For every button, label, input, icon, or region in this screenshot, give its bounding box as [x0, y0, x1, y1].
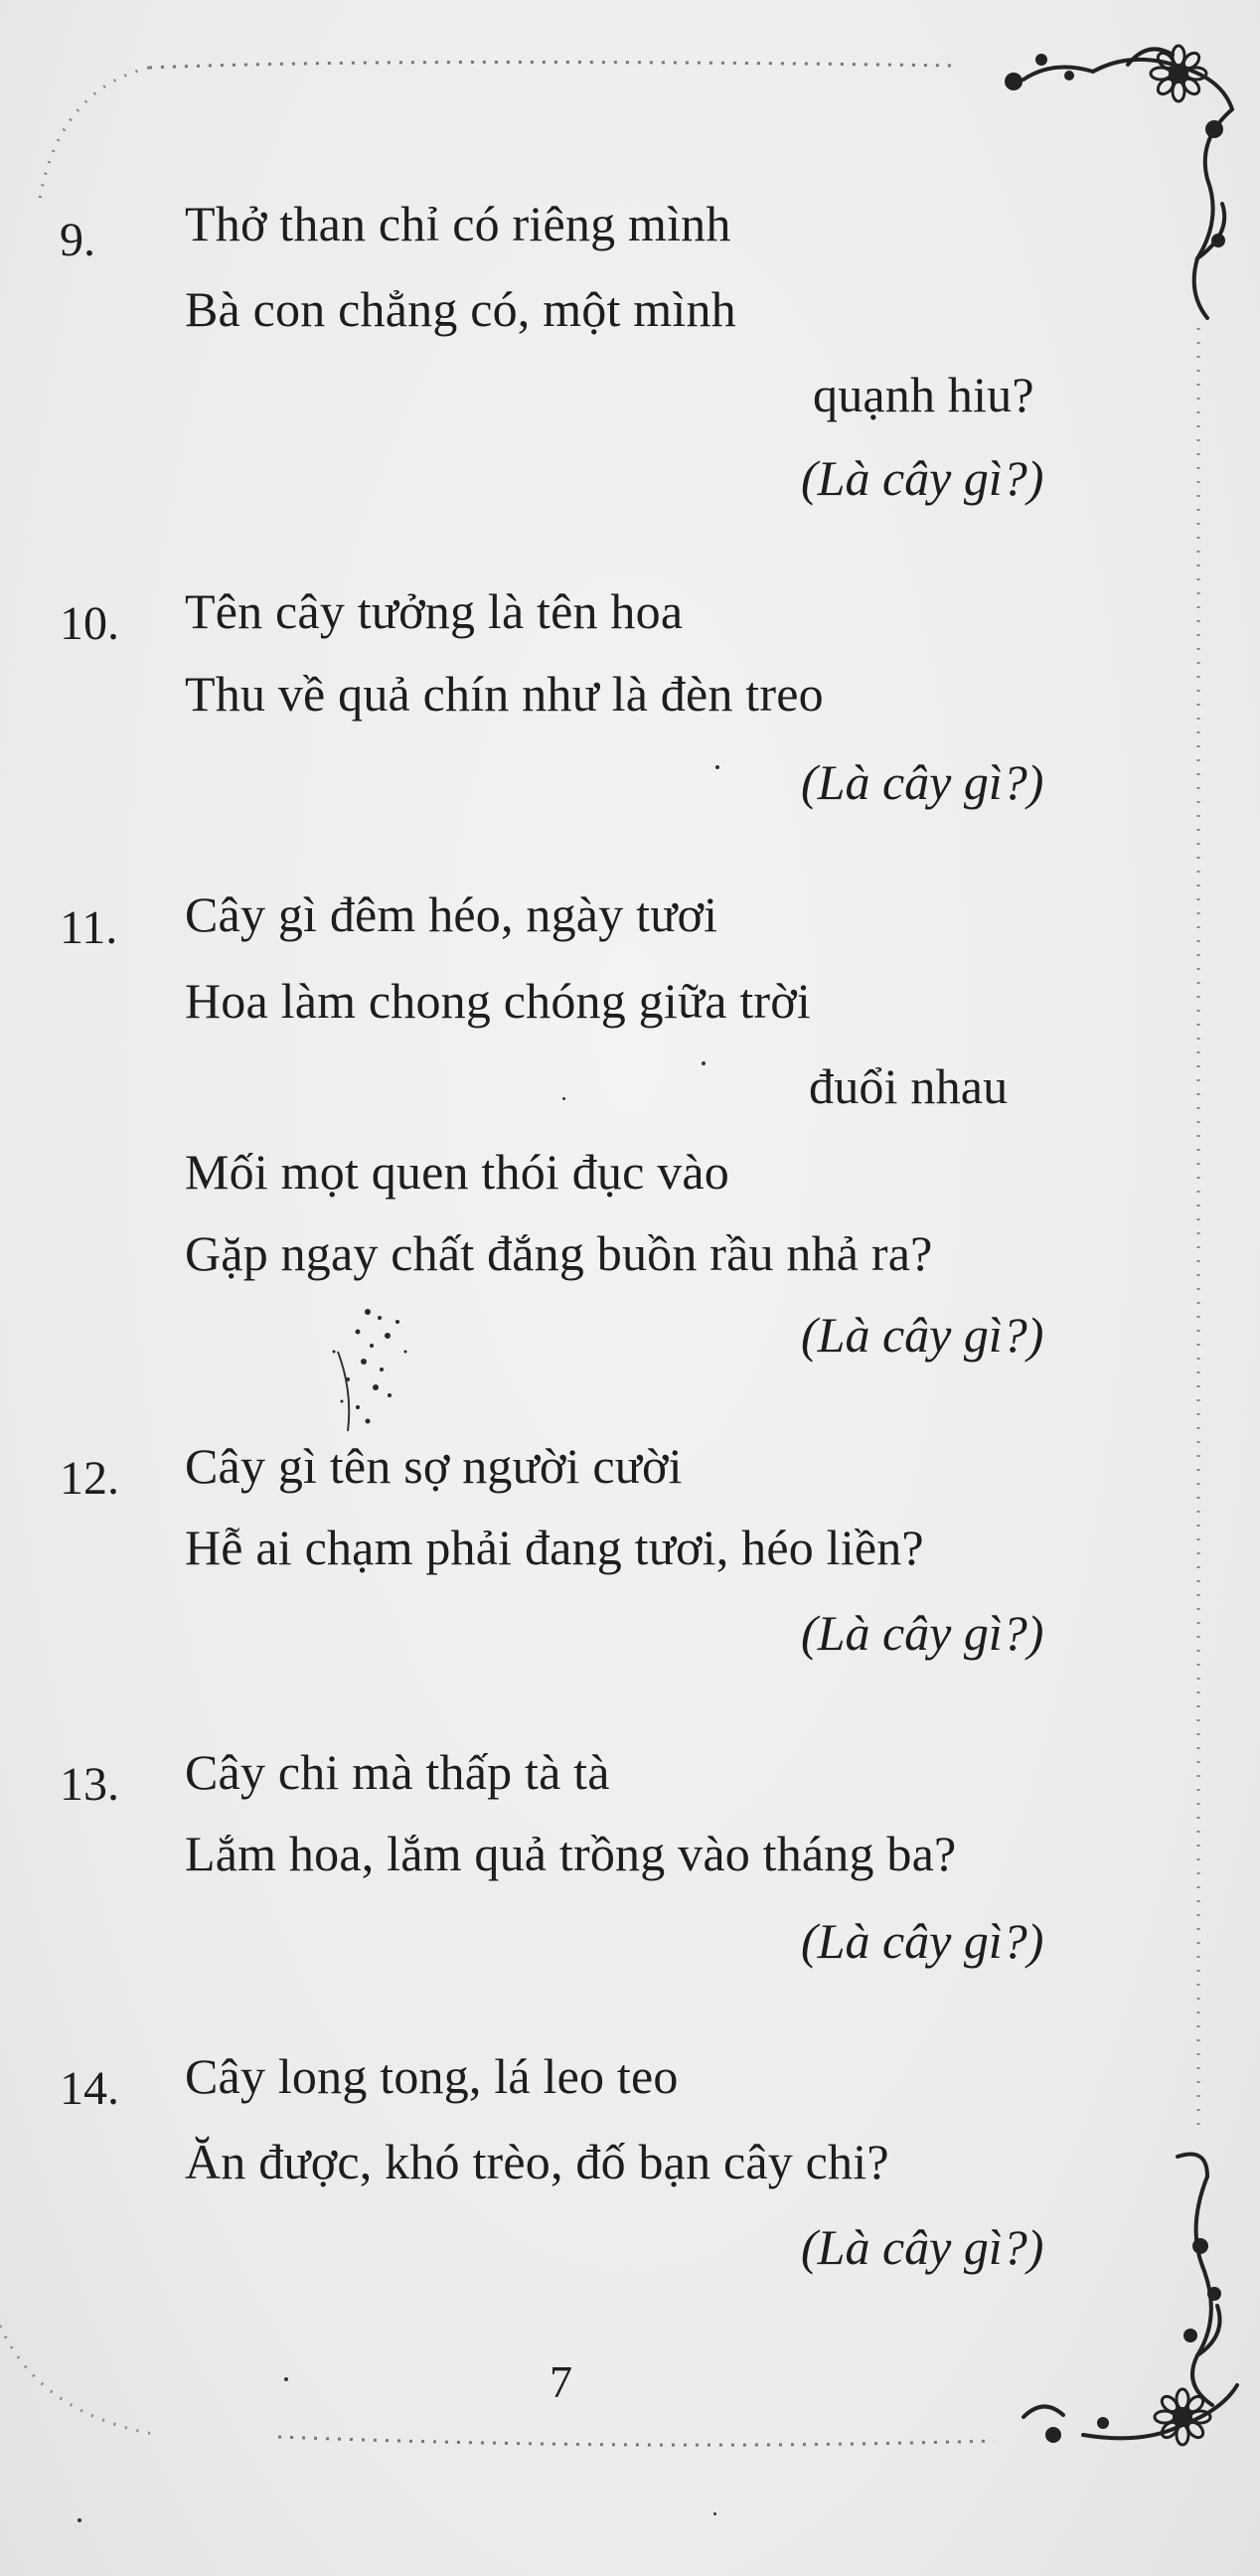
riddle-line: Cây long tong, lá leo teo [185, 2048, 679, 2104]
print-speck [702, 1061, 706, 1065]
riddle-line: Hễ ai chạm phải đang tươi, héo liền? [185, 1520, 924, 1575]
riddle-number: 14. [60, 2062, 119, 2115]
riddle-number: 9. [60, 214, 95, 266]
page-number: 7 [550, 2356, 572, 2407]
riddle-line: Thở than chỉ có riêng mình [185, 196, 731, 251]
riddle-line: Cây gì đêm héo, ngày tươi [185, 886, 718, 942]
print-speck [284, 2377, 288, 2381]
riddle-question: (Là cây gì?) [801, 1307, 1044, 1363]
riddle-line: Cây gì tên sợ người cười [185, 1438, 683, 1494]
riddle-line-continuation: đuổi nhau [809, 1058, 1009, 1114]
riddle-question: (Là cây gì?) [801, 2219, 1044, 2275]
riddle-number: 12. [60, 1452, 119, 1505]
riddle-line: Lắm hoa, lắm quả trồng vào tháng ba? [185, 1826, 957, 1881]
riddle-line: Mối mọt quen thói đục vào [185, 1144, 729, 1200]
riddle-line: Bà con chẳng có, một mình [185, 281, 736, 337]
print-speck [78, 2518, 81, 2522]
riddle-number: 10. [60, 597, 119, 650]
riddle-line: Ăn được, khó trèo, đố bạn cây chi? [185, 2134, 889, 2189]
riddle-number: 13. [60, 1758, 119, 1811]
print-speck [562, 1097, 565, 1100]
riddle-question: (Là cây gì?) [801, 450, 1044, 506]
print-speck [713, 2512, 716, 2515]
riddle-line: Thu về quả chín như là đèn treo [185, 666, 824, 722]
riddle-line: Hoa làm chong chóng giữa trời [185, 973, 812, 1029]
riddle-line: Tên cây tưởng là tên hoa [185, 583, 684, 639]
riddle-number: 11. [60, 901, 118, 954]
riddle-question: (Là cây gì?) [801, 754, 1044, 810]
riddle-line: Cây chi mà thấp tà tà [185, 1744, 610, 1800]
print-speck [715, 765, 719, 769]
floral-corner-bottom-right-ornament [984, 2137, 1260, 2465]
riddle-question: (Là cây gì?) [801, 1913, 1044, 1969]
riddle-line-continuation: quạnh hiu? [813, 367, 1034, 422]
floral-corner-top-right-ornament [984, 20, 1260, 338]
ink-smudge-blemish [298, 1292, 437, 1441]
riddle-question: (Là cây gì?) [801, 1605, 1044, 1661]
riddle-line: Gặp ngay chất đắng buồn rầu nhả ra? [185, 1225, 933, 1281]
